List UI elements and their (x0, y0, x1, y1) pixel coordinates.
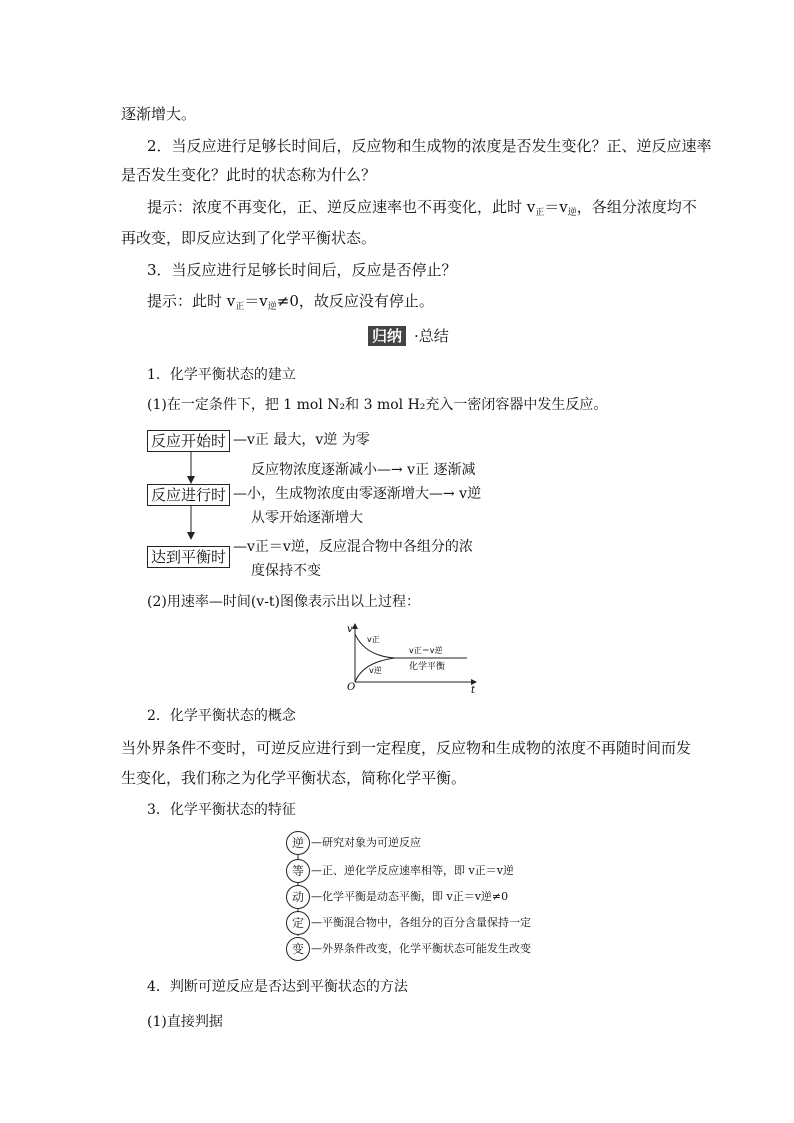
feature-circle-3: 动 (286, 885, 310, 909)
feature-text-3: —化学平衡是动态平衡，即 v正＝v逆≠0 (311, 890, 509, 903)
section-2-line1: 当外界条件不变时，可逆反应进行到一定程度，反应物和生成物的浓度不再随时间而发 (121, 739, 692, 757)
section-4-item-1: (1)直接判据 (147, 1014, 223, 1030)
section-1-item-1: (1)在一定条件下，把 1 mol N₂和 3 mol H₂充入一密闭容器中发生反应。 (147, 397, 608, 413)
flow-text-equilibrium-2: 度保持不变 (251, 563, 321, 579)
text-line: 逐渐增大。 (121, 105, 197, 123)
graph-state-label: 化学平衡 (409, 662, 446, 672)
flow-text-progress-2: —小，生成物浓度由零逐渐增大—→ v逆 (233, 486, 482, 502)
question-2-line1: 2．当反应进行足够长时间后，反应物和生成物的浓度是否发生变化？正、逆反应速率 (147, 137, 712, 155)
question-3: 3．当反应进行足够长时间后，反应是否停止？ (147, 261, 457, 279)
section-3-heading: 3．化学平衡状态的特征 (147, 802, 296, 818)
hint-2-line1: 提示：浓度不再变化，正、逆反应速率也不再变化，此时 $v_正=v_逆$，各组分浓度均不 (147, 198, 697, 218)
section-2-heading: 2．化学平衡状态的概念 (147, 708, 296, 724)
feature-text-2: —正、逆化学反应速率相等，即 v正＝v逆 (311, 864, 514, 877)
graph-x-label: t (471, 685, 476, 695)
feature-circle-5: 变 (286, 937, 310, 961)
summary-title: ·总结 (414, 327, 449, 345)
hint-2-line2: 再改变，即反应达到了化学平衡状态。 (121, 229, 377, 247)
summary-badge: 归纳 (368, 326, 406, 346)
hint-3: 提示：此时 $v_正=v_逆\ne 0$，故反应没有停止。 (147, 292, 434, 312)
section-4-heading: 4．判断可逆反应是否达到平衡状态的方法 (147, 979, 408, 995)
feature-text-4: —平衡混合物中，各组分的百分含量保持一定 (311, 916, 531, 929)
feature-circle-4: 定 (286, 911, 310, 935)
flow-box-progress: 反应进行时 (147, 484, 230, 506)
graph-origin-label: O (347, 682, 356, 693)
question-2-line2: 是否发生变化？此时的状态称为什么？ (121, 166, 377, 184)
graph-eq-label: v正＝v逆 (409, 646, 443, 655)
flow-text-progress-1: 反应物浓度逐渐减小—→ v正 逐渐减 (251, 462, 476, 478)
flow-box-equilibrium: 达到平衡时 (147, 546, 230, 568)
feature-circle-2: 等 (286, 859, 310, 883)
graph-y-label: v (347, 624, 353, 635)
feature-text-5: —外界条件改变，化学平衡状态可能发生改变 (311, 942, 531, 955)
flow-text-progress-3: 从零开始逐渐增大 (251, 510, 363, 526)
graph-lower-label: v逆 (369, 666, 382, 675)
feature-text-1: —研究对象为可逆反应 (311, 836, 421, 849)
section-1-item-2: (2)用速率—时间(v-t)图像表示出以上过程： (147, 594, 421, 610)
feature-circle-1: 逆 (286, 831, 310, 855)
graph-upper-label: v正 (367, 635, 380, 644)
flow-box-start: 反应开始时 (147, 430, 230, 452)
flow-text-equilibrium-1: —v正＝v逆，反应混合物中各组分的浓 (233, 539, 473, 555)
flow-text-start: —v正 最大，v逆 为零 (233, 432, 370, 448)
section-2-line2: 生变化，我们称之为化学平衡状态，简称化学平衡。 (121, 769, 467, 787)
section-1-heading: 1．化学平衡状态的建立 (147, 367, 296, 383)
